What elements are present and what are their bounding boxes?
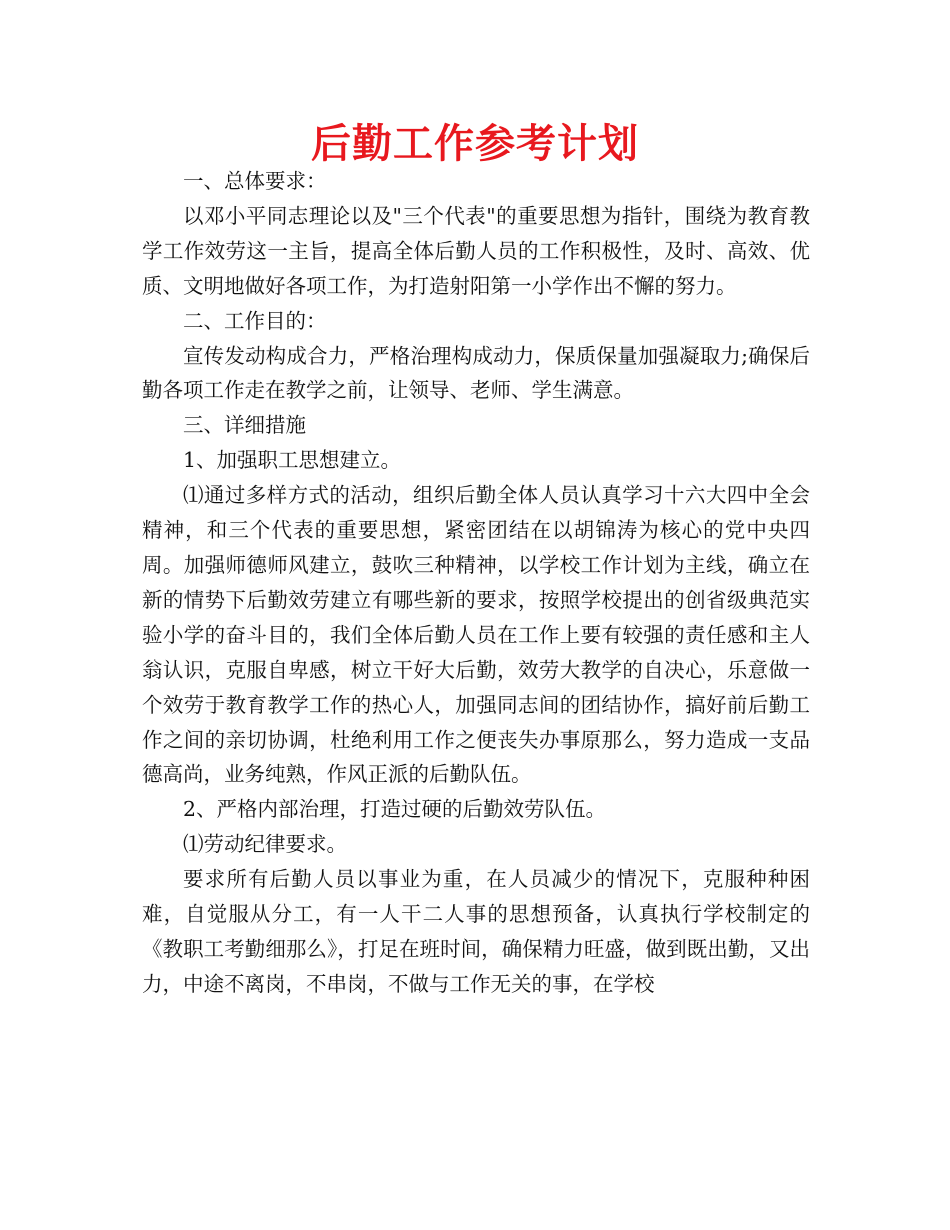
paragraph-staff-ideology: ⑴通过多样方式的活动，组织后勤全体人员认真学习十六大四中全会精神，和三个代表的重要思想，紧密团结在以胡锦涛为核心的党中央四周。加强师德师风建立，鼓吹三种精神，以学校工作计划为主线，确立在新的情势下后勤效劳建立有哪些新的要求，按照学校提出的创省级典范实验小学的奋斗目的，我们全体后勤人员在工作上要有较强的责任感和主人翁认识，克服自卑感，树立干好大后勤，效劳大教学的自决心，乐意做一个效劳于教育教学工作的热心人，加强同志间的团结协作，搞好前后勤工作之间的亲切协调，杜绝利用工作之便丧失办事原那么，努力造成一支品德高尚，业务纯熟，作风正派的后勤队伍。 [142,483,810,787]
subheading-labor-discipline: ⑴劳动纪律要求。 [183,832,347,857]
document-body [142,164,810,1002]
section-heading-general-requirements: 一、总体要求： [183,169,327,193]
paragraph-labor-discipline: 要求所有后勤人员以事业为重，在人员减少的情况下，克服种种困难，自觉服从分工，有一人干二人事的思想预备，认真执行学校制定的《教职工考勤细那么》，打足在班时间，确保精力旺盛，做到既出勤，又出力，中途不离岗，不串岗，不做与工作无关的事，在学校 [142,867,810,996]
section-heading-measures: 三、详细措施 [183,413,306,438]
document-title: 后勤工作参考计划 [311,121,639,167]
paragraph-guiding-principle: 以邓小平同志理论以及"三个代表"的重要思想为指针，围绕为教育教学工作效劳这一主旨，提高全体后勤人员的工作积极性，及时、高效、优质、文明地做好各项工作，为打造射阳第一小学作出不懈的努力。 [142,203,810,298]
paragraph-work-goal: 宣传发动构成合力，严格治理构成动力，保质保量加强凝取力;确保后勤各项工作走在教学之前，让领导、老师、学生满意。 [142,343,810,403]
subheading-staff-ideology: 1、加强职工思想建立。 [183,448,402,473]
section-heading-work-goal: 二、工作目的： [183,308,327,333]
subheading-internal-management: 2、严格内部治理，打造过硬的后勤效劳队伍。 [183,797,607,822]
